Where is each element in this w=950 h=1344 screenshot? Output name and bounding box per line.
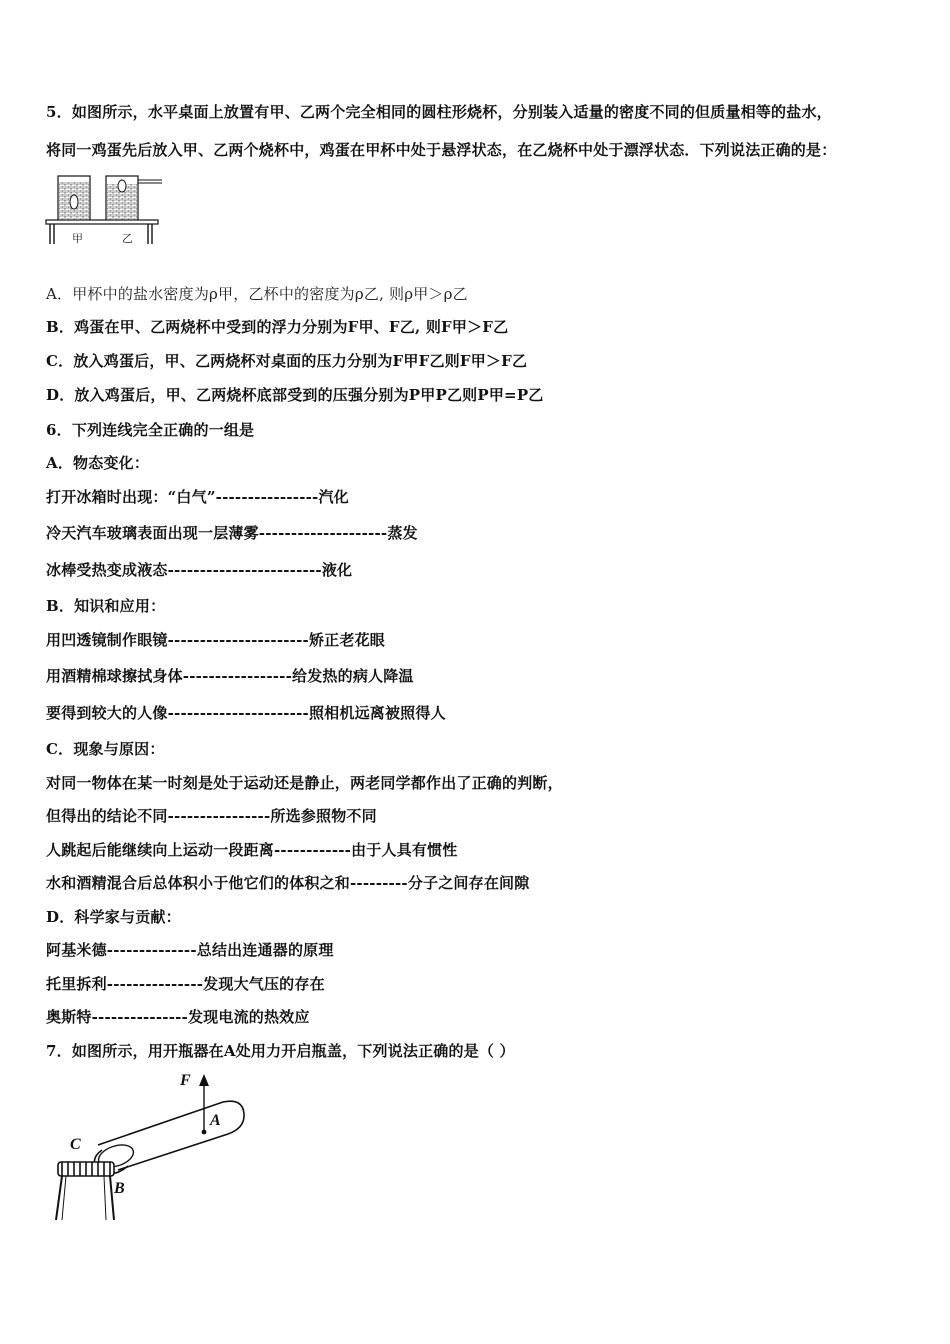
q6-d-item-1: 阿基米德--------------总结出连通器的原理 bbox=[46, 941, 334, 959]
q7-label-c: C bbox=[70, 1136, 81, 1153]
q6-b-item-2: 用酒精棉球擦拭身体-----------------给发热的病人降温 bbox=[46, 667, 414, 685]
q6-c-item-3: 人跳起后能继续向上运动一段距离------------由于人具有惯性 bbox=[46, 841, 458, 859]
q6-c-title: C．现象与原因： bbox=[46, 740, 165, 758]
beakers-on-table-illustration bbox=[44, 170, 164, 250]
q7-label-f: F bbox=[180, 1072, 191, 1089]
q6-a-item-1: 打开冰箱时出现：“白气”----------------汽化 bbox=[46, 488, 349, 506]
q6-stem: 6．下列连线完全正确的一组是 bbox=[46, 421, 255, 439]
q6-b-item-3: 要得到较大的人像----------------------照相机远离被照得人 bbox=[46, 704, 446, 722]
q5-option-b: B．鸡蛋在甲、乙两烧杯中受到的浮力分别为F甲、F乙, 则F甲＞F乙 bbox=[46, 318, 509, 336]
q7-stem: 7．如图所示，用开瓶器在A处用力开启瓶盖，下列说法正确的是（ ） bbox=[46, 1042, 515, 1060]
q5-beaker-figure bbox=[44, 170, 164, 250]
q5-option-d: D．放入鸡蛋后，甲、乙两烧杯底部受到的压强分别为P甲P乙则P甲=P乙 bbox=[46, 386, 544, 404]
q6-d-title: D．科学家与贡献： bbox=[46, 908, 181, 926]
q7-label-b: B bbox=[114, 1180, 125, 1197]
q6-d-item-2: 托里拆利---------------发现大气压的存在 bbox=[46, 975, 325, 993]
q5-option-a: A．甲杯中的盐水密度为ρ甲，乙杯中的密度为ρ乙, 则ρ甲＞ρ乙 bbox=[46, 285, 468, 303]
q6-a-item-3: 冰棒受热变成液态------------------------液化 bbox=[46, 561, 353, 579]
q6-c-item-4: 水和酒精混合后总体积小于他它们的体积之和---------分子之间存在间隙 bbox=[46, 874, 530, 892]
q5-stem-line-1: 5．如图所示，水平桌面上放置有甲、乙两个完全相同的圆柱形烧杯，分别装入适量的密度不同的但质量相等的盐水， bbox=[46, 103, 832, 121]
q5-figure-label-jia: 甲 bbox=[72, 232, 83, 245]
q6-b-item-1: 用凹透镜制作眼镜----------------------矫正老花眼 bbox=[46, 631, 385, 649]
q6-b-title: B．知识和应用： bbox=[46, 597, 166, 615]
q7-bottle-opener-figure bbox=[48, 1070, 258, 1225]
q6-c-item-2: 但得出的结论不同----------------所选参照物不同 bbox=[46, 807, 377, 825]
q6-c-item-1: 对同一物体在某一时刻是处于运动还是静止，两老同学都作出了正确的判断， bbox=[46, 774, 563, 792]
q7-label-a: A bbox=[210, 1112, 221, 1129]
q6-a-item-2: 冷天汽车玻璃表面出现一层薄雾--------------------蒸发 bbox=[46, 524, 418, 542]
q5-stem-line-2: 将同一鸡蛋先后放入甲、乙两个烧杯中，鸡蛋在甲杯中处于悬浮状态，在乙烧杯中处于漂浮状态．下列说法正确的是： bbox=[46, 141, 837, 159]
q6-d-item-3: 奥斯特---------------发现电流的热效应 bbox=[46, 1008, 310, 1026]
q5-figure-label-yi: 乙 bbox=[122, 232, 133, 245]
q6-a-title: A．物态变化： bbox=[46, 454, 150, 472]
q5-option-c: C．放入鸡蛋后，甲、乙两烧杯对桌面的压力分别为F甲F乙则F甲＞F乙 bbox=[46, 352, 528, 370]
